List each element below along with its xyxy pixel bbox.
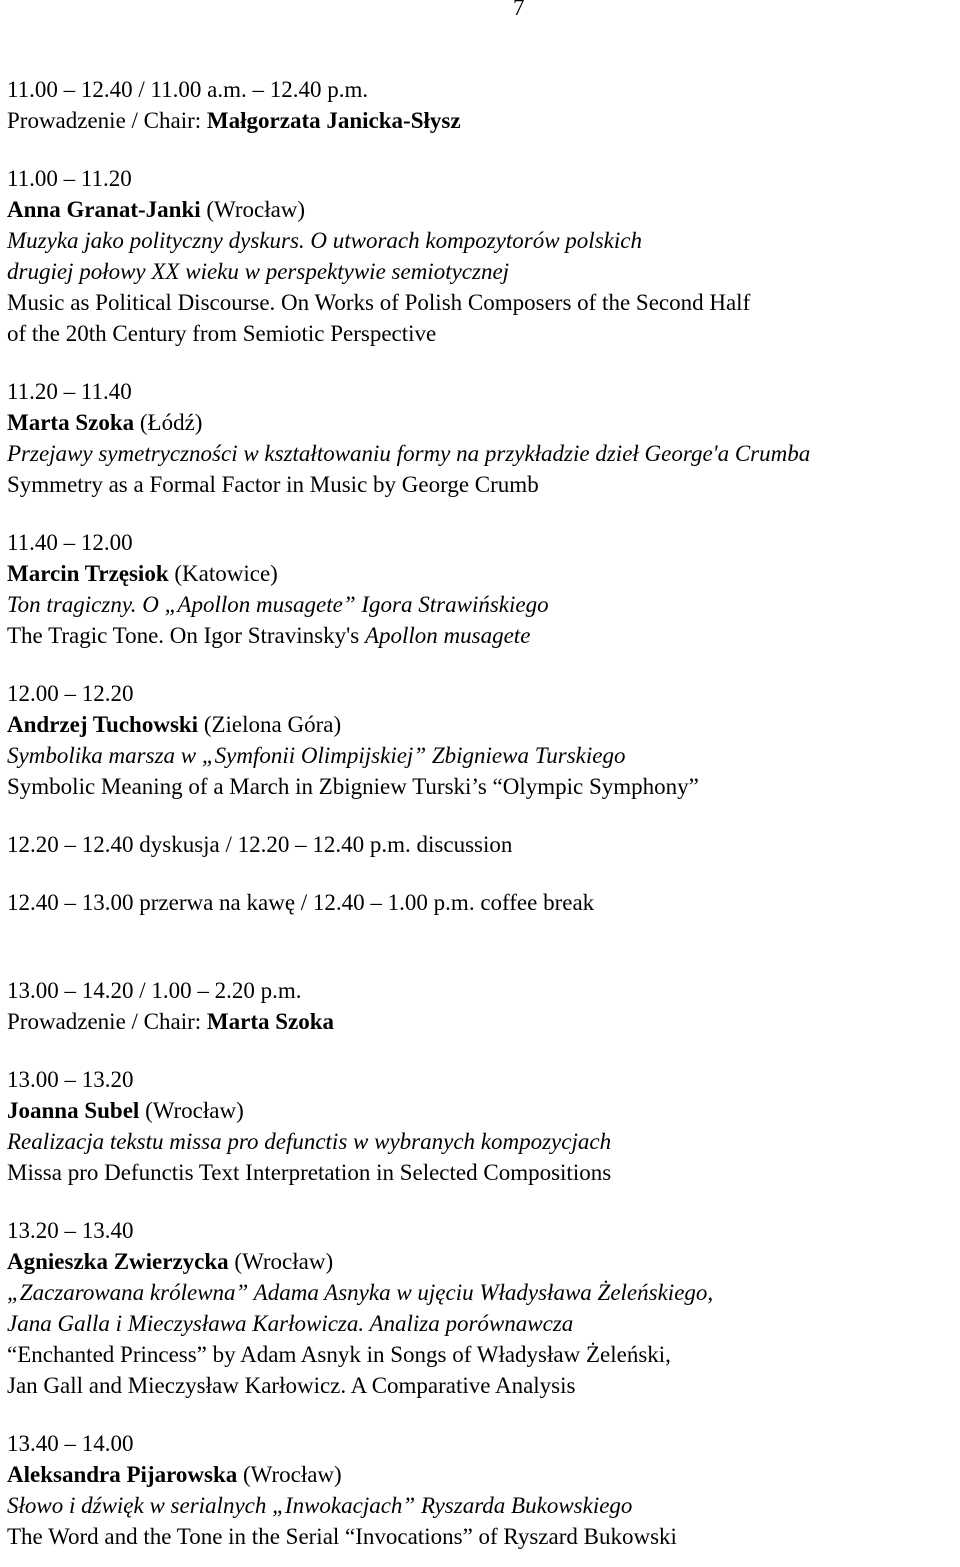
talk-speaker <box>7 1095 960 1126</box>
talk-title-en <box>7 620 960 651</box>
talk-title-pl: drugiej połowy XX wieku w perspektywie semiotycznej <box>7 259 510 284</box>
talk-speaker <box>7 709 960 740</box>
session-chair <box>7 105 960 136</box>
talk-title-pl: Realizacja tekstu missa pro defunctis w wybranych kompozycjach <box>7 1129 612 1154</box>
talk-title-pl: Muzyka jako polityczny dyskurs. O utworach kompozytorów polskich <box>7 228 642 253</box>
talk-title-en: Missa pro Defunctis Text Interpretation in Selected Compositions <box>7 1160 612 1185</box>
speaker-name: Andrzej Tuchowski <box>7 712 199 737</box>
title-en-prefix: The Tragic Tone. On Igor Stravinsky's <box>7 623 365 648</box>
title-en-italic: Apollon musagete <box>364 623 531 648</box>
talk-title-en: of the 20th Century from Semiotic Perspective <box>7 321 437 346</box>
talk-speaker <box>7 558 960 589</box>
session-time: 11.00 – 12.40 / 11.00 a.m. – 12.40 p.m. <box>7 77 369 102</box>
speaker-place: (Zielona Góra) <box>198 712 342 737</box>
programme-content <box>7 74 960 1552</box>
talk-title-en: “Enchanted Princess” by Adam Asnyk in Songs of Władysław Żeleński, <box>7 1342 671 1367</box>
talk-title-en: Jan Gall and Mieczysław Karłowicz. A Comparative Analysis <box>7 1373 576 1398</box>
chair-label: Prowadzenie / Chair: <box>7 1009 207 1034</box>
speaker-name: Joanna Subel <box>7 1098 140 1123</box>
session-time: 13.00 – 14.20 / 1.00 – 2.20 p.m. <box>7 978 302 1003</box>
speaker-place: (Wrocław) <box>200 197 306 222</box>
speaker-name: Marta Szoka <box>7 410 135 435</box>
talk-time: 11.20 – 11.40 <box>7 379 132 404</box>
speaker-place: (Wrocław) <box>139 1098 244 1123</box>
talk-time: 13.40 – 14.00 <box>7 1431 134 1456</box>
talk-time: 13.20 – 13.40 <box>7 1218 134 1243</box>
talk-title-en: The Word and the Tone in the Serial “Invocations” of Ryszard Bukowski <box>7 1524 677 1549</box>
speaker-name: Anna Granat-Janki <box>7 197 201 222</box>
talk-time: 12.00 – 12.20 <box>7 681 134 706</box>
talk-time: 11.40 – 12.00 <box>7 530 133 555</box>
talk-title-pl: Symbolika marsza w „Symfonii Olimpijskiej” Zbigniewa Turskiego <box>7 743 626 768</box>
talk-title-pl: Przejawy symetryczności w kształtowaniu formy na przykładzie dzieł George'a Crumba <box>7 441 811 466</box>
page-number: 7 <box>513 0 525 20</box>
talk-title-pl: Jana Galla i Mieczysława Karłowicza. Analiza porównawcza <box>7 1311 574 1336</box>
talk-title-en: Music as Political Discourse. On Works of Polish Composers of the Second Half <box>7 290 751 315</box>
coffee-break-slot: 12.40 – 13.00 przerwa na kawę / 12.40 – 1.00 p.m. coffee break <box>7 890 595 915</box>
talk-title-en: Symbolic Meaning of a March in Zbigniew Turski’s “Olympic Symphony” <box>7 774 699 799</box>
speaker-place: (Katowice) <box>168 561 278 586</box>
speaker-name: Marcin Trzęsiok <box>7 561 169 586</box>
chair-name: Marta Szoka <box>206 1009 335 1034</box>
talk-speaker <box>7 407 960 438</box>
speaker-name: Aleksandra Pijarowska <box>7 1462 238 1487</box>
talk-title-pl: „Zaczarowana królewna” Adama Asnyka w ujęciu Władysława Żeleńskiego, <box>7 1280 714 1305</box>
discussion-slot: 12.20 – 12.40 dyskusja / 12.20 – 12.40 p.m. discussion <box>7 832 513 857</box>
talk-time: 13.00 – 13.20 <box>7 1067 134 1092</box>
chair-name: Małgorzata Janicka-Słysz <box>206 108 461 133</box>
talk-time: 11.00 – 11.20 <box>7 166 132 191</box>
speaker-name: Agnieszka Zwierzycka <box>7 1249 229 1274</box>
talk-title-en: Symmetry as a Formal Factor in Music by George Crumb <box>7 472 539 497</box>
speaker-place: (Wrocław) <box>228 1249 334 1274</box>
speaker-place: (Wrocław) <box>237 1462 342 1487</box>
speaker-place: (Łódź) <box>134 410 203 435</box>
session-chair <box>7 1006 960 1037</box>
talk-title-pl: Słowo i dźwięk w serialnych „Inwokacjach” Ryszarda Bukowskiego <box>7 1493 633 1518</box>
talk-speaker <box>7 1246 960 1277</box>
chair-label: Prowadzenie / Chair: <box>7 108 207 133</box>
talk-speaker <box>7 194 960 225</box>
talk-speaker <box>7 1459 960 1490</box>
talk-title-pl: Ton tragiczny. O „Apollon musagete” Igora Strawińskiego <box>7 592 549 617</box>
